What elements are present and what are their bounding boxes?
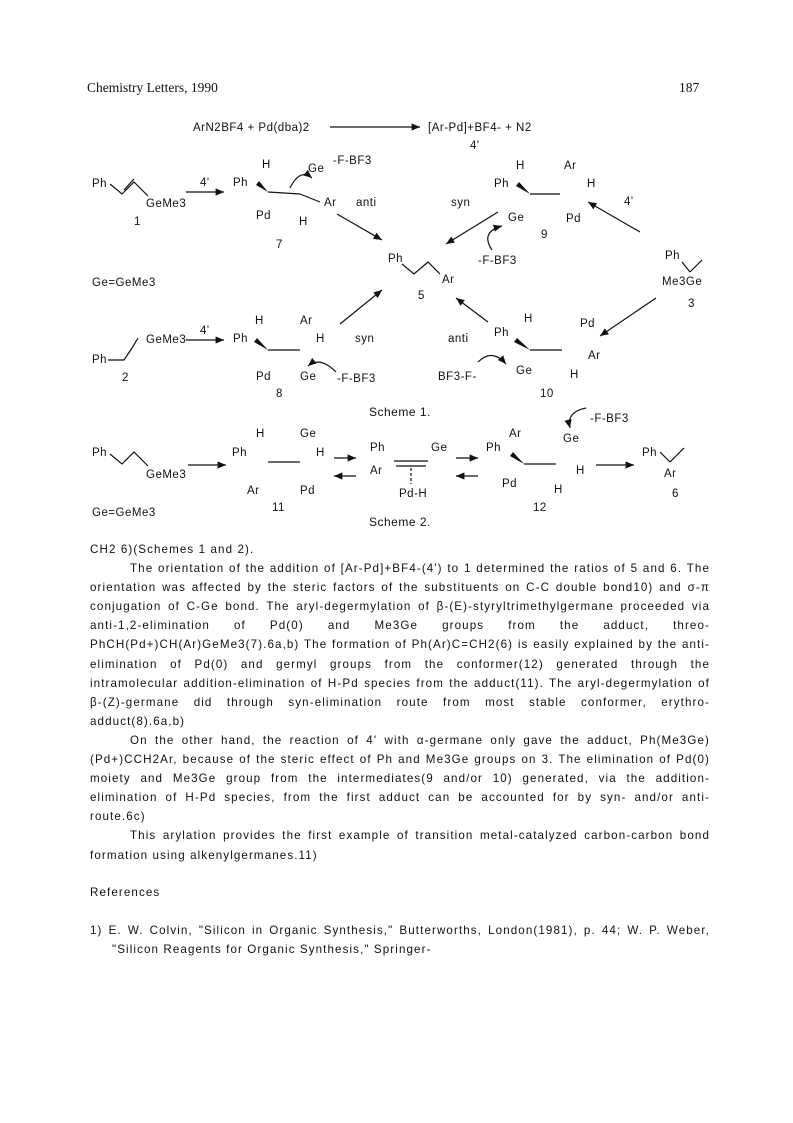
c1-double-bond: [124, 179, 134, 190]
c7-wedge: [256, 181, 268, 192]
c8-h: H: [255, 315, 264, 327]
c10-ge: Ge: [516, 365, 533, 377]
c2-gemes: GeMe3: [146, 334, 187, 346]
c8-ph: Ph: [233, 333, 249, 345]
s2-c1-skeleton: [110, 452, 148, 466]
c10-bf3f: BF3-F-: [438, 371, 477, 383]
compound-2-number: 2: [122, 372, 129, 384]
pi-ge: Ge: [431, 442, 448, 454]
arrow-10-to-5: [456, 298, 488, 322]
label-syn-2: syn: [355, 333, 375, 345]
c7-pd: Pd: [256, 210, 272, 222]
c7-ar-bond: [300, 194, 320, 202]
c5-ph: Ph: [388, 253, 404, 265]
c9-wedge: [516, 182, 530, 194]
c8-wedge: [254, 338, 268, 350]
c7-h: H: [262, 159, 271, 171]
scheme-2-caption: Scheme 2.: [369, 515, 431, 529]
c10-wedge: [514, 338, 530, 350]
paragraph-1: The orientation of the addition of [Ar-Pd]+BF4-(4') to 1 determined the ratios of 5 and 6. The orientation was affected by the steric factors of the substituents on C-C double bond10) and σ-π conjugation of C-Ge bond. The aryl-degermylation of β-(E)-styryltrimethylgermane proceeded via anti-1,2-elimination of Pd(0) and Me3Ge groups from the adduct, threo-PhCH(Pd+)CH(Ar)GeMe3(7).6a,b) The formation of Ph(Ar)C=CH2(6) is easily explained by the anti-elimination of Pd(0) and germyl groups from the conformer(12) generated through the intramolecular addition-elimination of H-Pd species from the adduct(11). The aryl-degermylation of β-(Z)-germane did through syn-elimination route from most stable conformer, erythro-adduct(8).6a,b): [90, 562, 710, 728]
c12-ge: Ge: [563, 433, 580, 445]
c3-me3ge: Me3Ge: [662, 276, 703, 288]
c8-h2: H: [316, 333, 325, 345]
c1-ph: Ph: [92, 178, 108, 190]
compound-12-number: 12: [533, 502, 547, 514]
c11-pd: Pd: [300, 485, 316, 497]
c6-ar: Ar: [664, 468, 677, 480]
c10-h2: H: [570, 369, 579, 381]
compound-8-number: 8: [276, 388, 283, 400]
c9-ge: Ge: [508, 212, 525, 224]
compound-9-number: 9: [541, 229, 548, 241]
c10-ph: Ph: [494, 327, 510, 339]
reference-1: 1) E. W. Colvin, "Silicon in Organic Synthesis," Butterworths, London(1981), p. 44; W. P. Weber, "Silicon Reagents for Organic Synthesis," Springer-: [90, 923, 710, 956]
c6-ph: Ph: [642, 447, 658, 459]
page-number: 187: [679, 80, 700, 95]
c7-curved-arrow: [290, 175, 312, 188]
paragraph-3: This arylation provides the first example of transition metal-catalyzed carbon-carbon bond formation using alkenylgermanes.11): [90, 829, 710, 862]
arrow-7-to-5: [337, 214, 382, 240]
reagent-4-label-2: 4': [624, 196, 634, 208]
c6-double-bond: [670, 448, 684, 462]
compound-6-number: 6: [672, 488, 679, 500]
c11-h: H: [256, 428, 265, 440]
c2-skeleton: [108, 338, 138, 360]
reagent-4-label: 4': [200, 177, 210, 189]
c9-ar: Ar: [564, 160, 577, 172]
c12-h: H: [576, 465, 585, 477]
reaction-schemes-figure: [0, 0, 793, 540]
c8-fbf3: -F-BF3: [337, 373, 376, 385]
c11-ph: Ph: [232, 447, 248, 459]
c9-fbf3: -F-BF3: [478, 255, 517, 267]
arrow-8-to-5: [340, 290, 382, 324]
scheme-1-caption: Scheme 1.: [369, 405, 431, 419]
compound-1-number: 1: [134, 216, 141, 228]
compound-7-number: 7: [276, 239, 283, 251]
c2-ph: Ph: [92, 354, 108, 366]
c8-ge: Ge: [300, 371, 317, 383]
c7-h2: H: [299, 216, 308, 228]
arrow-9-to-5: [446, 212, 498, 244]
c5-skeleton: [402, 262, 440, 274]
c7-fbf3: -F-BF3: [333, 155, 372, 167]
c11-ge: Ge: [300, 428, 317, 440]
label-anti-2: anti: [448, 333, 469, 345]
c12-ar: Ar: [509, 428, 522, 440]
c9-h2: H: [587, 178, 596, 190]
c9-h: H: [516, 160, 525, 172]
c10-ar: Ar: [588, 350, 601, 362]
c12-curved-arrow: [569, 408, 586, 428]
arrow-3-to-10: [600, 298, 656, 336]
c12-fbf3: -F-BF3: [590, 413, 629, 425]
equation-products: [Ar-Pd]+BF4- + N2: [428, 122, 532, 134]
ge-definition-2: Ge=GeMe3: [92, 507, 156, 519]
c3-bond: [682, 262, 690, 272]
compound-5-number: 5: [418, 290, 425, 302]
equation-label: 4': [470, 140, 480, 152]
c6-bond: [660, 452, 670, 462]
c1-gemes: GeMe3: [146, 198, 187, 210]
c10-pd: Pd: [580, 318, 596, 330]
s2-gemes: GeMe3: [146, 469, 187, 481]
c8-ar: Ar: [300, 315, 313, 327]
references-heading: References: [90, 885, 161, 899]
body-text: [90, 540, 710, 959]
compound-3-number: 3: [688, 298, 695, 310]
ge-definition-1: Ge=GeMe3: [92, 277, 156, 289]
c7-ph: Ph: [233, 177, 249, 189]
c9-curved-arrow: [488, 226, 502, 250]
c7-ar: Ar: [324, 197, 337, 209]
c12-wedge: [510, 452, 524, 464]
compound-11-number: 11: [272, 502, 285, 514]
c10-h: H: [524, 313, 533, 325]
c3-ph: Ph: [665, 250, 681, 262]
journal-header: Chemistry Letters, 1990: [87, 80, 218, 95]
c3-double-bond: [690, 260, 702, 272]
paragraph-0: CH2 6)(Schemes 1 and 2).: [90, 543, 255, 556]
c12-pd: Pd: [502, 478, 518, 490]
c9-ph: Ph: [494, 178, 510, 190]
pi-ar: Ar: [370, 465, 383, 477]
paragraph-2: On the other hand, the reaction of 4' with α-germane only gave the adduct, Ph(Me3Ge)(Pd+)CCH2Ar, because of the steric effect of Ph and Me3Ge groups on 3. The elimination of Pd(0) moiety and Me3Ge group from the intermediates(9 and/or 10) generated, via the addition-elimination of H-Pd species, from the first adduct can be accounted for by syn- and/or anti-route.6c): [90, 733, 710, 824]
compound-10-number: 10: [540, 388, 554, 400]
c5-ar: Ar: [442, 274, 455, 286]
c12-h2: H: [554, 484, 563, 496]
c7-ge: Ge: [308, 163, 325, 175]
c11-ar: Ar: [247, 485, 260, 497]
pi-pdh: Pd-H: [399, 488, 428, 500]
c9-pd: Pd: [566, 213, 582, 225]
c8-pd: Pd: [256, 371, 272, 383]
c7-cc-bond: [268, 192, 300, 194]
s2-ph: Ph: [92, 447, 108, 459]
label-syn-1: syn: [451, 197, 471, 209]
pi-ph: Ph: [370, 442, 386, 454]
c11-h2: H: [316, 447, 325, 459]
equation-reactants: ArN2BF4 + Pd(dba)2: [193, 122, 310, 134]
c12-ph: Ph: [486, 442, 502, 454]
reagent-4-label-3: 4': [200, 325, 210, 337]
c10-curved-arrow: [478, 355, 506, 364]
label-anti-1: anti: [356, 197, 377, 209]
